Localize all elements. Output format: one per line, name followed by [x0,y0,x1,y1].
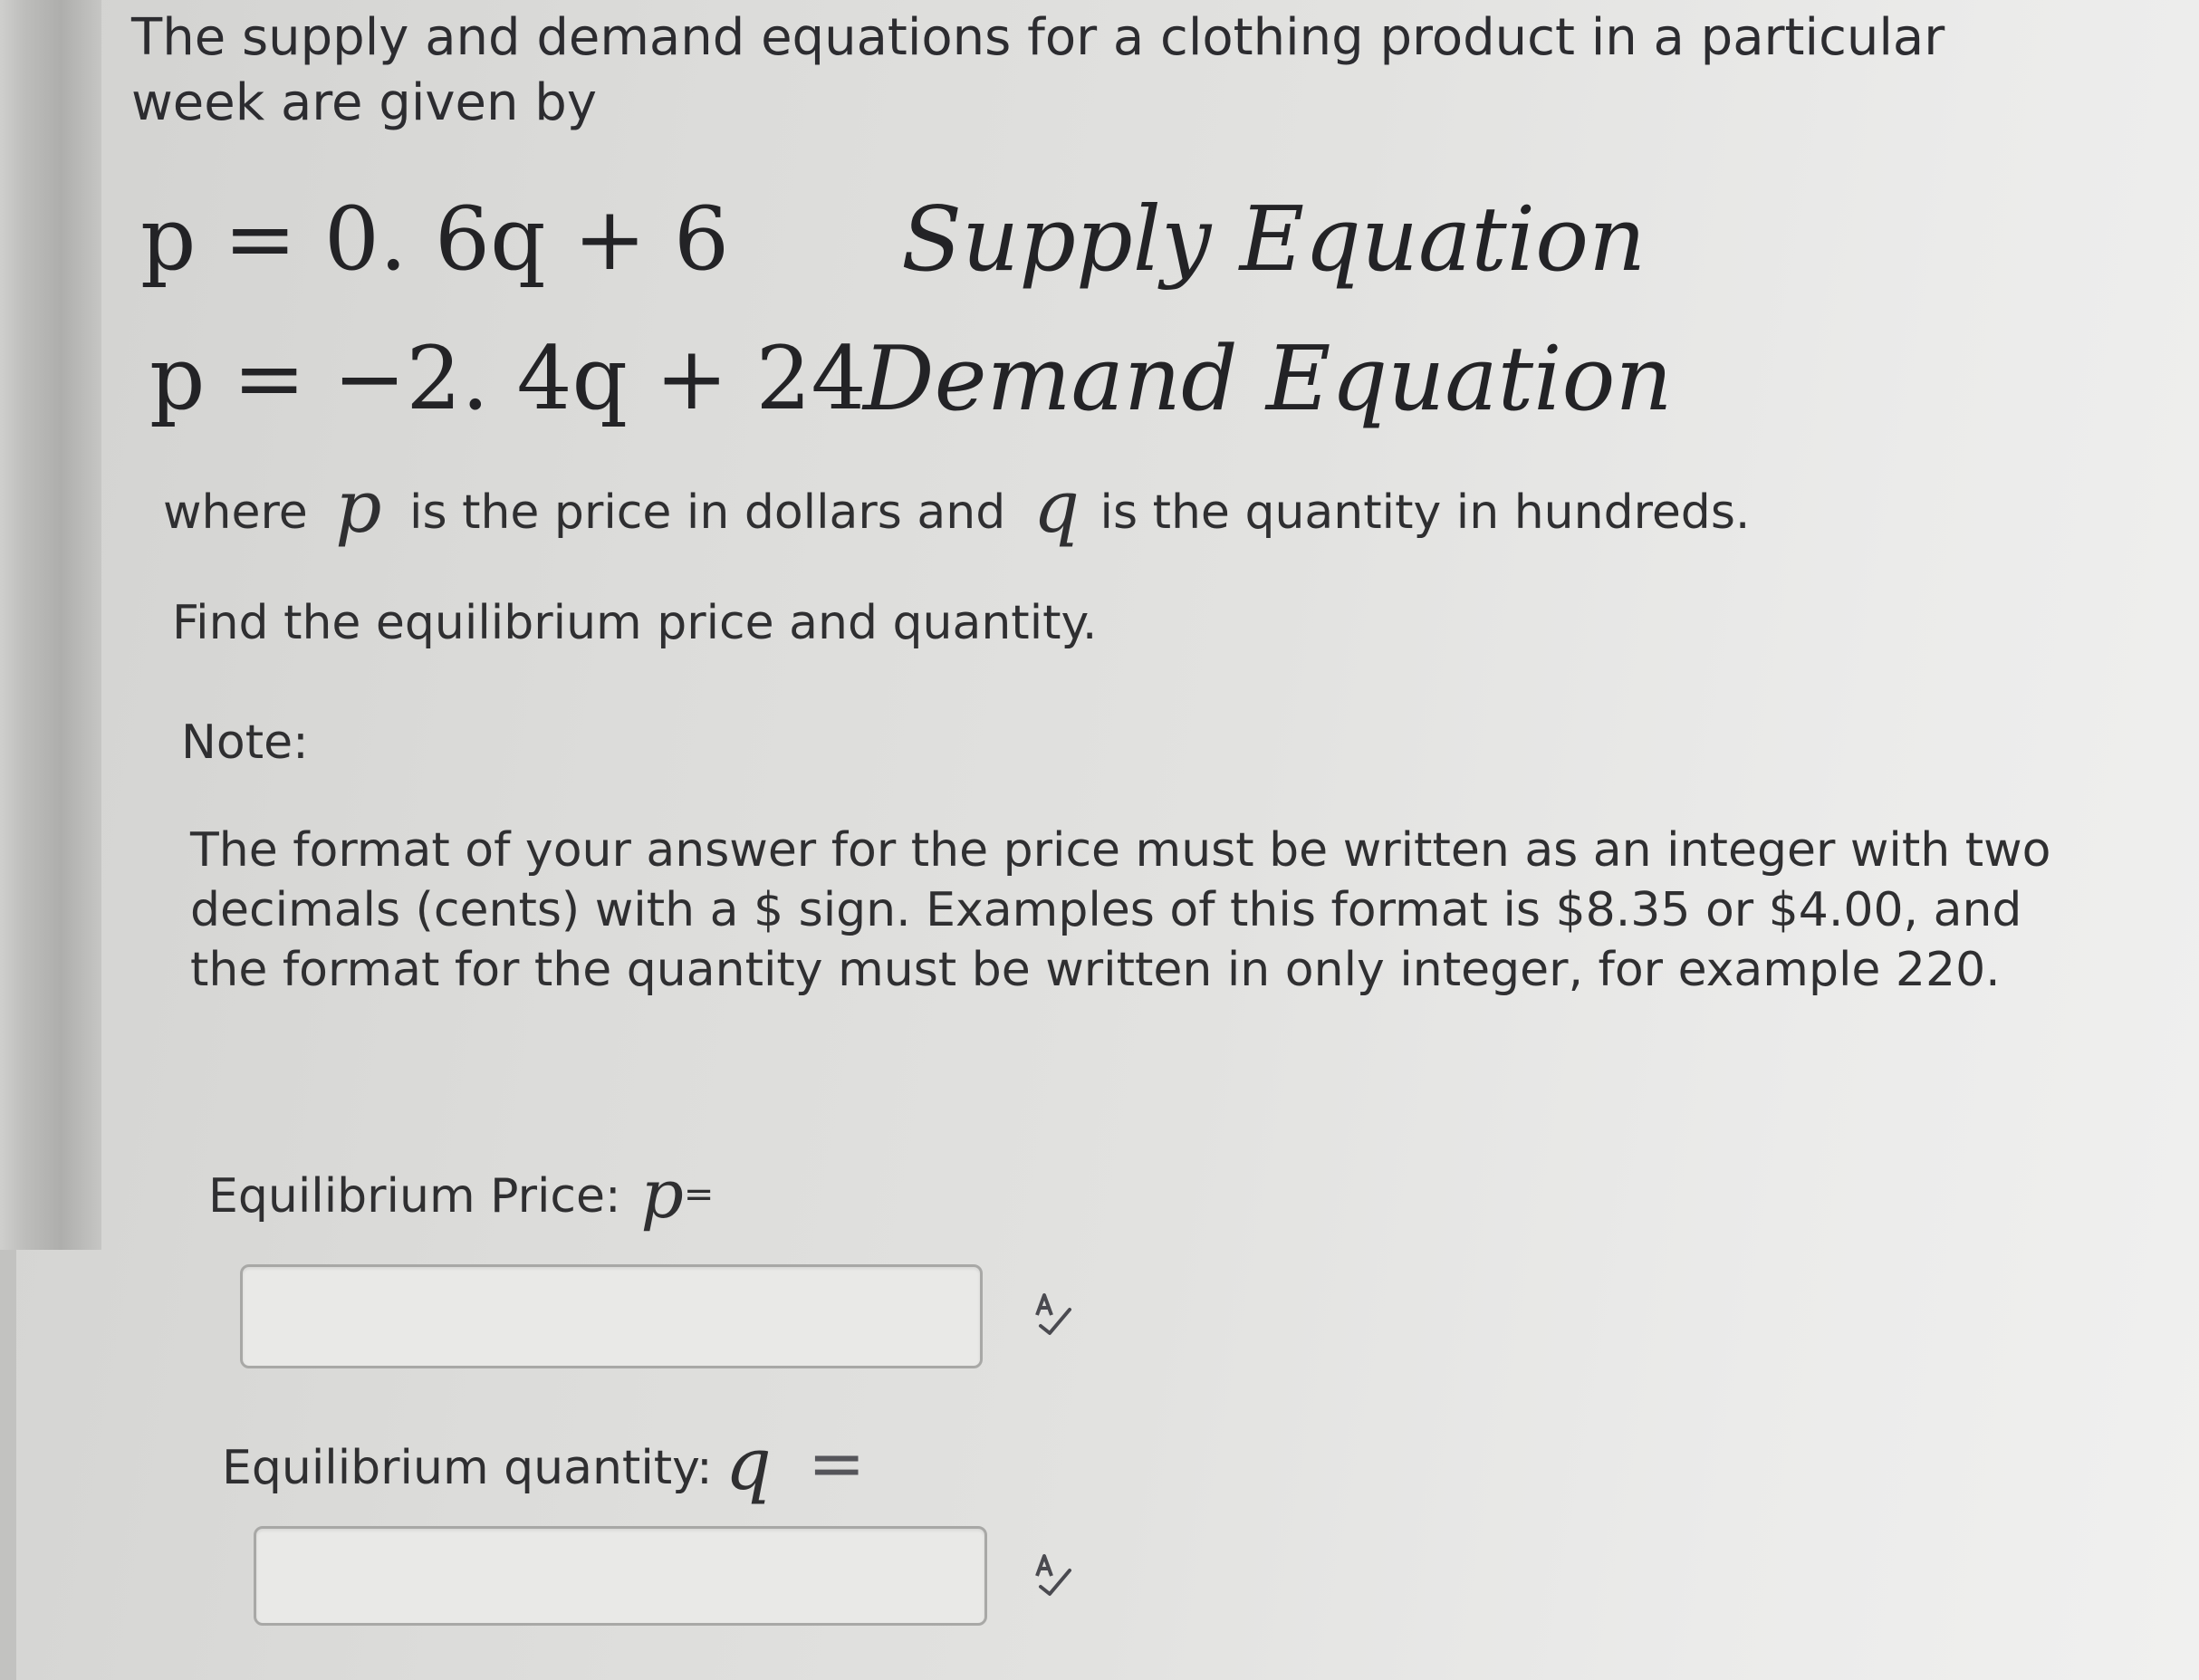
equilibrium-quantity-input[interactable] [254,1526,987,1626]
spell-check-icon[interactable] [1028,1288,1079,1339]
variable-definitions [163,465,1751,549]
equilibrium-quantity-label [222,1422,866,1506]
question-side-bar [0,0,101,1250]
question-intro: The supply and demand equations for a clothing product in a particular week are given by [131,8,1945,132]
question-instruction: Find the equilibrium price and quantity. [172,596,1098,650]
quantity-variable: q [1032,465,1080,549]
supply-equation: p = 0. 6q + 6 [140,188,730,290]
demand-equation: p = −2. 4q + 24 [149,328,867,429]
demand-equation-label: Demand Equation [863,328,1673,431]
equilibrium-price-label [208,1156,714,1234]
price-label-equals: = [683,1174,715,1215]
question-content [131,0,2160,1680]
where-middle: is the price in dollars and [409,485,1006,540]
price-variable: p [335,465,382,549]
price-label-variable: p [640,1156,684,1234]
quantity-label-variable: q [725,1422,772,1506]
spell-check-icon[interactable] [1028,1549,1079,1599]
where-prefix: where [163,485,308,540]
quantity-label-equals: = [807,1423,866,1503]
supply-equation-label: Supply Equation [901,188,1647,292]
price-label-text: Equilibrium Price: [208,1169,621,1224]
note-text: The format of your answer for the price must be written as an integer with two decimals (cents) with a $ sign. Examples of this format is $8.35 or $4.00, and the format for the quantity must be written in only integer, for example 220. [190,823,2051,997]
where-suffix: is the quantity in hundreds. [1100,485,1751,540]
note-label: Note: [181,715,309,770]
quantity-label-text: Equilibrium quantity: [222,1441,713,1495]
equilibrium-price-input[interactable] [240,1264,983,1368]
